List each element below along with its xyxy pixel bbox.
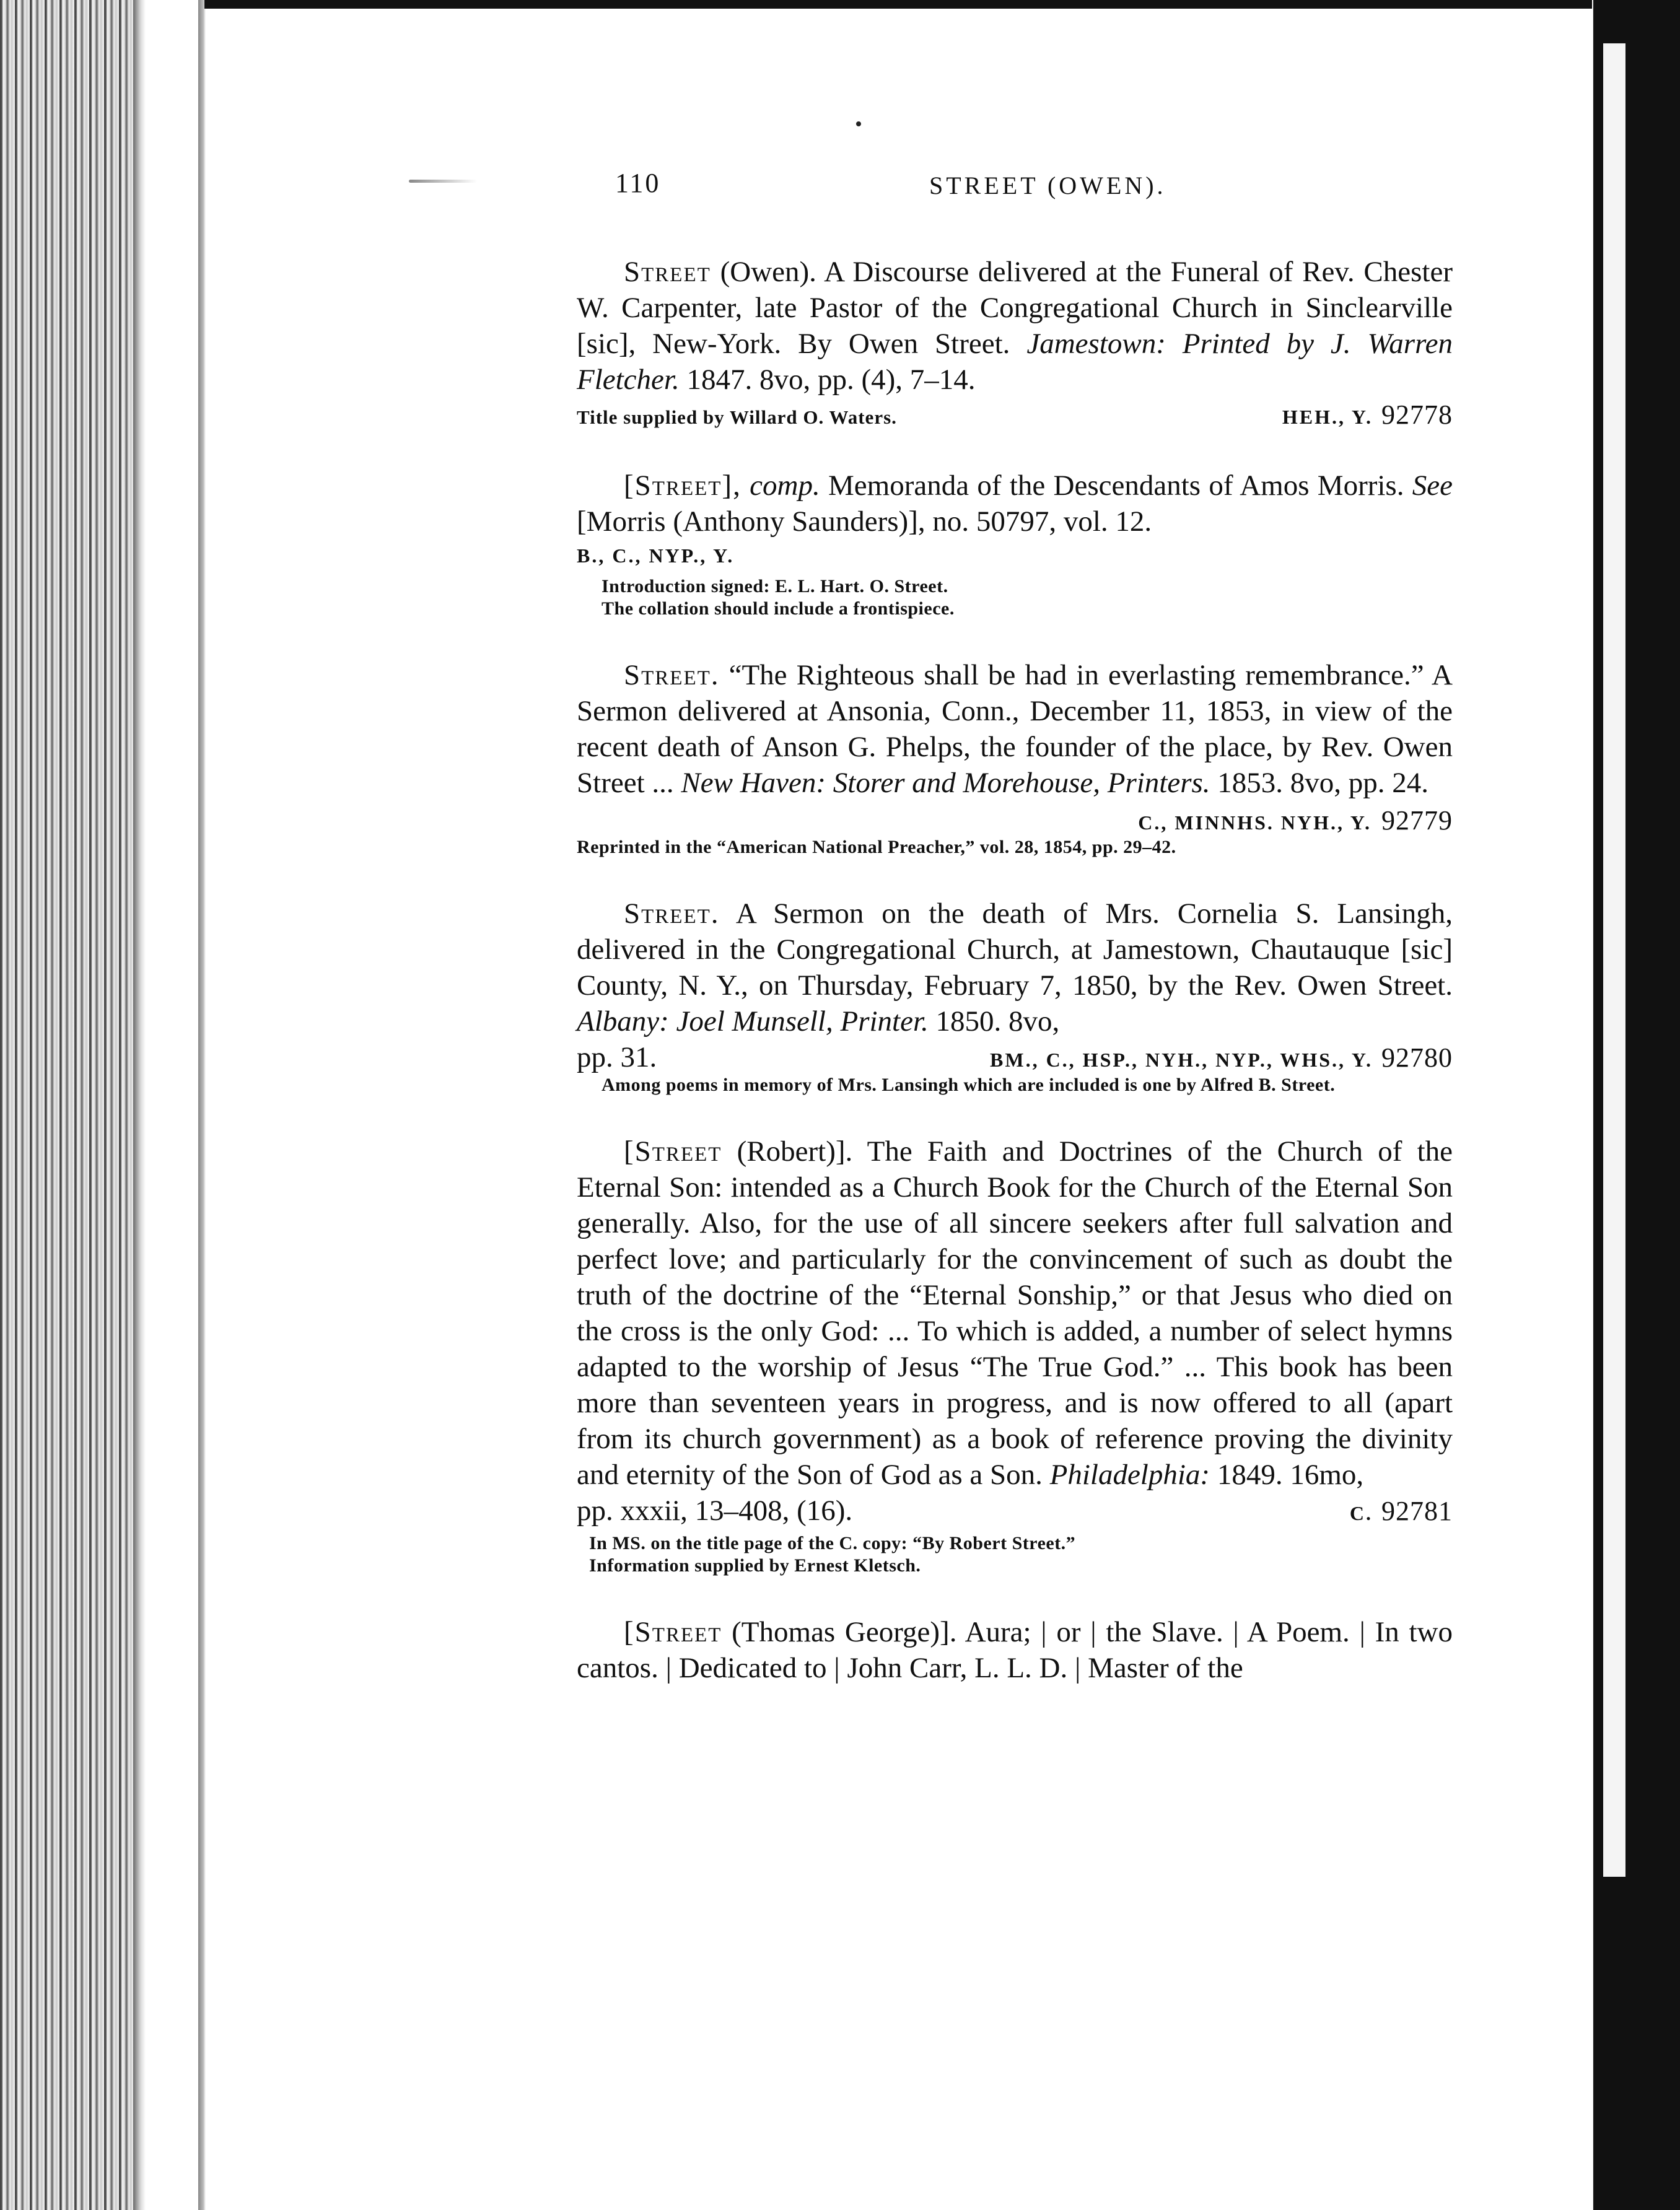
running-title: STREET (OWEN). — [929, 172, 1166, 199]
entry-number: 92780 — [1381, 1042, 1453, 1073]
entry-92780 — [573, 896, 1453, 1096]
left-binding-edge — [0, 0, 139, 2210]
entry-note: Among poems in memory of Mrs. Lansingh which are included is one by Alfred B. Street. — [602, 1075, 1336, 1095]
entry-see: See — [1412, 470, 1453, 502]
top-border — [204, 0, 1598, 9]
entry-imprint: Albany: Joel Munsell, Printer. — [577, 1005, 929, 1037]
facing-page-strip — [1603, 43, 1625, 1877]
entry-note: Introduction signed: E. L. Hart. O. Street. — [602, 576, 948, 596]
page-text-block — [573, 167, 1453, 1686]
entry-locations — [990, 1042, 1453, 1073]
entry-92778 — [573, 254, 1453, 430]
entry-note: In MS. on the title page of the C. copy: “By Robert Street.” — [589, 1533, 1076, 1553]
entry-role: comp. — [741, 470, 820, 502]
location-codes: BM., C., HSP., NYH., NYP., WHS., Y. — [990, 1049, 1373, 1071]
entry-92781 — [573, 1133, 1453, 1577]
entry-note: Title supplied by Willard O. Waters. — [577, 406, 897, 428]
entry-description: (Thomas George)]. Aura; | or | the Slave. | A Poem. | In two cantos. | Dedicated to | John Carr, L. L. D. | Master of the — [577, 1616, 1453, 1684]
entry-pages: pp. xxxii, 13–408, (16). — [577, 1495, 853, 1527]
entry-collation: 1849. 16mo, — [1210, 1459, 1364, 1491]
entry-text — [577, 1614, 1453, 1686]
running-head — [573, 167, 1453, 217]
scan-speck — [856, 121, 861, 126]
entry-text — [577, 896, 1453, 1039]
entry-imprint: Jamestown: Printed by J. Warren Fletcher. — [577, 328, 1453, 396]
location-codes: C., MINNHS. NYH., Y. — [1138, 811, 1372, 834]
entry-imprint: New Haven: Storer and Morehouse, Printers. — [681, 767, 1210, 799]
entry-locations — [1282, 399, 1453, 430]
entry-note: Reprinted in the “American National Preacher,” vol. 28, 1854, pp. 29–42. — [577, 837, 1176, 857]
entry-number: 92778 — [1381, 400, 1453, 430]
entry-text — [577, 657, 1453, 801]
entry-description: Memoranda of the Descendants of Amos Morris. — [820, 470, 1412, 502]
entry-text — [577, 468, 1453, 539]
entry-heading: [Street — [624, 1135, 722, 1168]
location-codes: HEH., Y. — [1282, 406, 1373, 428]
entry-heading: Street — [624, 256, 711, 288]
left-binding-shadow — [133, 0, 146, 2210]
entry-aura — [573, 1614, 1453, 1686]
entry-reference: [Morris (Anthony Saunders)], no. 50797, vol. 12. — [577, 505, 1152, 538]
entry-imprint: Philadelphia: — [1049, 1459, 1210, 1491]
entry-collation: 1850. 8vo, — [928, 1005, 1060, 1037]
entry-description: A Sermon on the death of Mrs. Cornelia S. Lansingh, delivered in the Congregational Church, at Jamestown, Chautauque [sic] County, N. Y., on Thursday, February 7, 1850, by the Rev. Owen Street. — [577, 898, 1453, 1002]
entry-heading: Street. — [624, 659, 720, 691]
entry-text — [577, 254, 1453, 398]
location-codes: C. — [1349, 1502, 1373, 1524]
entry-92779 — [573, 657, 1453, 858]
entry-heading: [Street], — [624, 470, 742, 502]
page-number: 110 — [615, 168, 661, 198]
entry-number: 92781 — [1381, 1496, 1453, 1526]
entry-note: The collation should include a frontispiece. — [602, 598, 955, 619]
entry-locations — [577, 807, 1453, 836]
scan-smudge — [409, 180, 477, 183]
entry-number: 92779 — [1381, 805, 1453, 836]
entry-locations — [1350, 1495, 1453, 1527]
entry-collation: 1853. 8vo, pp. 24. — [1210, 767, 1429, 799]
entry-collation: 1847. 8vo, pp. (4), 7–14. — [679, 364, 976, 396]
entry-text — [577, 1133, 1453, 1493]
entry-footer — [577, 1494, 1453, 1527]
entry-locations: B., C., NYP., Y. — [577, 544, 735, 567]
entry-description: (Robert)]. The Faith and Doctrines of the Church of the Eternal Son: intended as a Church Book for the Church of the Eternal Son generally. Also, for the use of all sincere seekers after full salvation and perfect love; and particularly for the convincement of such as doubt the truth of the doctrine of the “Eternal Sonship,” or that Jesus who died on the cross is the only God: ... To which is added, a number of select hymns adapted to the worship of Jesus “The True God.” ... This book has been more than seventeen years in progress, and is now offered to all (apart from its church government) as a book of reference proving the divinity and eternity of the Son of God as a Son. — [577, 1135, 1453, 1491]
entry-heading: [Street — [624, 1616, 722, 1648]
entry-footer — [577, 1041, 1453, 1074]
entry-pages: pp. 31. — [577, 1041, 657, 1073]
entry-memoranda — [573, 468, 1453, 620]
entry-description: “The Righteous shall be had in everlasting remembrance.” A Sermon delivered at Ansonia, Conn., December 11, 1853, in view of the recent death of Anson G. Phelps, the founder of the place, by Rev. Owen Street ... — [577, 659, 1453, 799]
entry-footer — [577, 399, 1453, 430]
gutter-shadow — [198, 0, 206, 2210]
entry-heading: Street. — [624, 898, 720, 930]
entry-note: Information supplied by Ernest Kletsch. — [589, 1555, 921, 1576]
entry-description: (Owen). A Discourse delivered at the Funeral of Rev. Chester W. Carpenter, late Pastor of the Congregational Church in Sinclearville [sic], New-York. By Owen Street. — [577, 256, 1453, 360]
